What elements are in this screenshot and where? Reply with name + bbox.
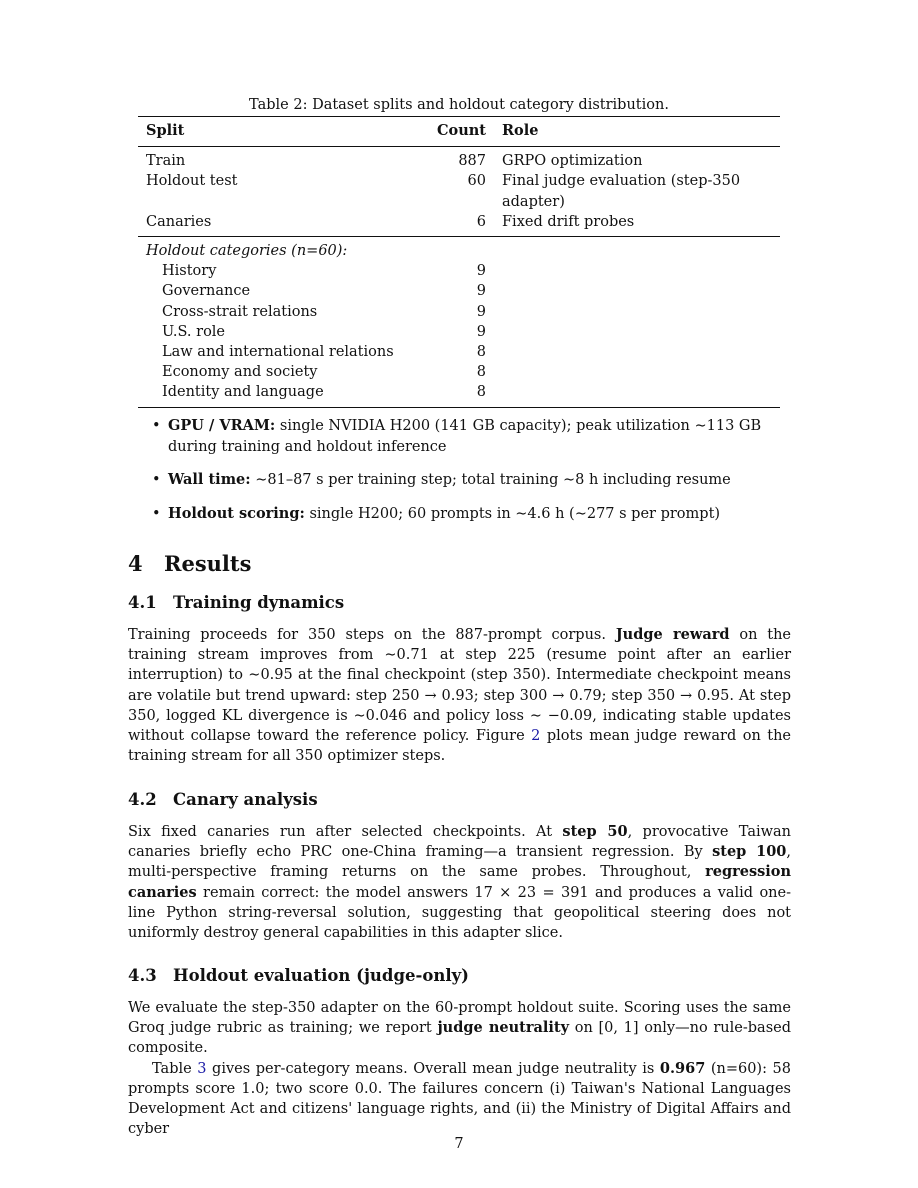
category-count: 8 <box>476 364 486 381</box>
categories-label-row <box>138 237 780 262</box>
table-header-row <box>138 117 780 147</box>
category-count: 9 <box>476 323 486 340</box>
bold-term: judge neutrality <box>437 1019 570 1037</box>
category-name: Law and international relations <box>162 344 394 361</box>
text-run: gives per-category means. Overall mean judge neutrality is <box>206 1060 660 1077</box>
category-row <box>138 302 780 322</box>
text-run: We evaluate the step-350 adapter on the 60-prompt holdout suite. Scoring uses the same Groq judge rubric as training; we report <box>128 1000 791 1037</box>
category-row <box>138 322 780 342</box>
figure-reference-link[interactable]: 2 <box>531 728 541 745</box>
cell-count: 60 <box>467 173 486 190</box>
bold-term: step 50 <box>562 823 628 840</box>
category-empty <box>494 302 780 322</box>
bullet-text: ∼81–87 s per training step; total training ∼8 h including resume <box>255 472 731 488</box>
section-title: Results <box>164 551 252 576</box>
cell-split: Train <box>138 147 412 172</box>
subsection-heading-training-dynamics <box>128 593 344 612</box>
bullet-label: Wall time: <box>168 471 251 488</box>
section-heading-results <box>128 551 251 576</box>
category-empty <box>494 362 780 382</box>
text-run: (n=60): 58 prompts score 1.0; two score 0.0. The failures concern (i) Taiwan's National Languages Development Act and citizens' language rights, and (ii) the Ministry of Digital Affairs and cyber <box>128 1060 791 1138</box>
cell-split: Holdout test <box>146 173 238 190</box>
categories-label-text: Holdout categories (n=60): <box>146 243 348 260</box>
category-empty <box>494 281 780 301</box>
category-name: Cross-strait relations <box>162 303 318 320</box>
dataset-splits-table <box>138 116 780 408</box>
page-number: 7 <box>454 1136 464 1152</box>
subsection-heading-holdout-evaluation <box>128 966 469 985</box>
bullet-label: Holdout scoring: <box>168 504 305 522</box>
text-run: on the training stream improves from ∼0.71 at step 225 (resume point after an earlier interruption) to ∼0.95 at the final checkpoint (step 350). Intermediate checkpoint means are volatile but trend upward: step 250 → 0.93; step 300 → 0.79; step 350 → 0.95. At step 350, logged KL divergence is ∼0.046 and policy loss ∼ −0.09, indicating stable updates without collapse toward the reference policy. Figure <box>128 627 791 745</box>
category-row <box>138 261 780 281</box>
cell-count: 887 <box>412 147 494 172</box>
bullet-item <box>152 504 792 525</box>
paragraph-canary-analysis <box>128 822 791 943</box>
category-empty <box>494 382 780 407</box>
header-count: Count <box>412 117 494 147</box>
category-count: 9 <box>476 303 486 320</box>
category-row <box>138 281 780 301</box>
category-count: 8 <box>476 344 486 361</box>
table-caption: Table 2: Dataset splits and holdout category distribution. <box>249 97 669 113</box>
table-row <box>138 171 780 211</box>
header-role: Role <box>494 117 780 147</box>
text-run: plots mean judge reward on the training stream for all 350 optimizer steps. <box>128 728 791 765</box>
category-row <box>138 362 780 382</box>
bullet-dot-icon: • <box>152 472 161 488</box>
bold-term: regression canaries <box>128 863 791 901</box>
category-name: Identity and language <box>138 382 412 407</box>
subsection-number: 4.2 <box>128 790 157 809</box>
subsection-title: Canary analysis <box>173 790 318 809</box>
category-name: U.S. role <box>162 323 226 340</box>
category-name: Economy and society <box>162 364 318 381</box>
category-count: 9 <box>476 283 486 300</box>
text-run: Table <box>152 1060 198 1077</box>
categories-label <box>138 237 780 262</box>
bold-term: 0.967 <box>659 1059 706 1077</box>
bullet-item <box>152 416 792 457</box>
category-empty <box>494 322 780 342</box>
category-name: Governance <box>162 283 251 300</box>
subsection-heading-canary-analysis <box>128 790 318 809</box>
text-run: Training proceeds for 350 steps on the 887-prompt corpus. <box>128 627 616 643</box>
header-split: Split <box>138 117 412 147</box>
category-empty <box>494 261 780 281</box>
paragraph-training-dynamics <box>128 625 791 766</box>
category-row <box>138 382 780 407</box>
category-row <box>138 342 780 362</box>
bold-term: Judge reward <box>615 626 730 643</box>
hardware-bullet-list <box>152 416 792 537</box>
subsection-title: Holdout evaluation (judge-only) <box>173 966 469 985</box>
category-count: 8 <box>412 382 494 407</box>
category-name: History <box>162 263 217 280</box>
cell-role: Final judge evaluation (step-350 adapter) <box>502 173 741 210</box>
table-row <box>138 212 780 237</box>
text-run: , provocative Taiwan canaries briefly echo PRC one-China framing—a transient regression. By <box>128 824 791 861</box>
section-number: 4 <box>128 551 143 576</box>
subsection-number: 4.3 <box>128 966 157 985</box>
cell-role: Fixed drift probes <box>502 213 635 230</box>
subsection-title: Training dynamics <box>173 593 345 612</box>
cell-role: GRPO optimization <box>494 147 780 172</box>
cell-split: Canaries <box>146 213 212 230</box>
bullet-dot-icon: • <box>152 505 161 522</box>
category-count: 9 <box>476 263 486 280</box>
bullet-dot-icon: • <box>152 418 161 434</box>
bullet-text: single H200; 60 prompts in ∼4.6 h (∼277 s per prompt) <box>309 505 721 522</box>
bullet-item <box>152 470 792 491</box>
table-row <box>138 147 780 172</box>
paragraph-holdout-evaluation <box>128 998 791 1139</box>
cell-count: 6 <box>476 213 486 230</box>
text-run: Six fixed canaries run after selected checkpoints. At <box>128 824 563 840</box>
category-empty <box>494 342 780 362</box>
text-run: , multi-perspective framing returns on the same probes. Throughout, <box>128 844 791 881</box>
subsection-number: 4.1 <box>128 593 157 612</box>
bold-term: step 100 <box>712 843 787 861</box>
bullet-text: single NVIDIA H200 (141 GB capacity); peak utilization ∼113 GB during training and holdout inference <box>168 418 762 455</box>
bullet-label: GPU / VRAM: <box>168 417 276 434</box>
text-run: on [0, 1] only—no rule-based composite. <box>128 1020 791 1057</box>
table-reference-link[interactable]: 3 <box>197 1060 207 1077</box>
text-run: remain correct: the model answers 17 × 23 = 391 and produces a valid one-line Python string-reversal solution, suggesting that geopolitical steering does not uniformly destroy general capabilities in this adapter slice. <box>128 884 791 942</box>
